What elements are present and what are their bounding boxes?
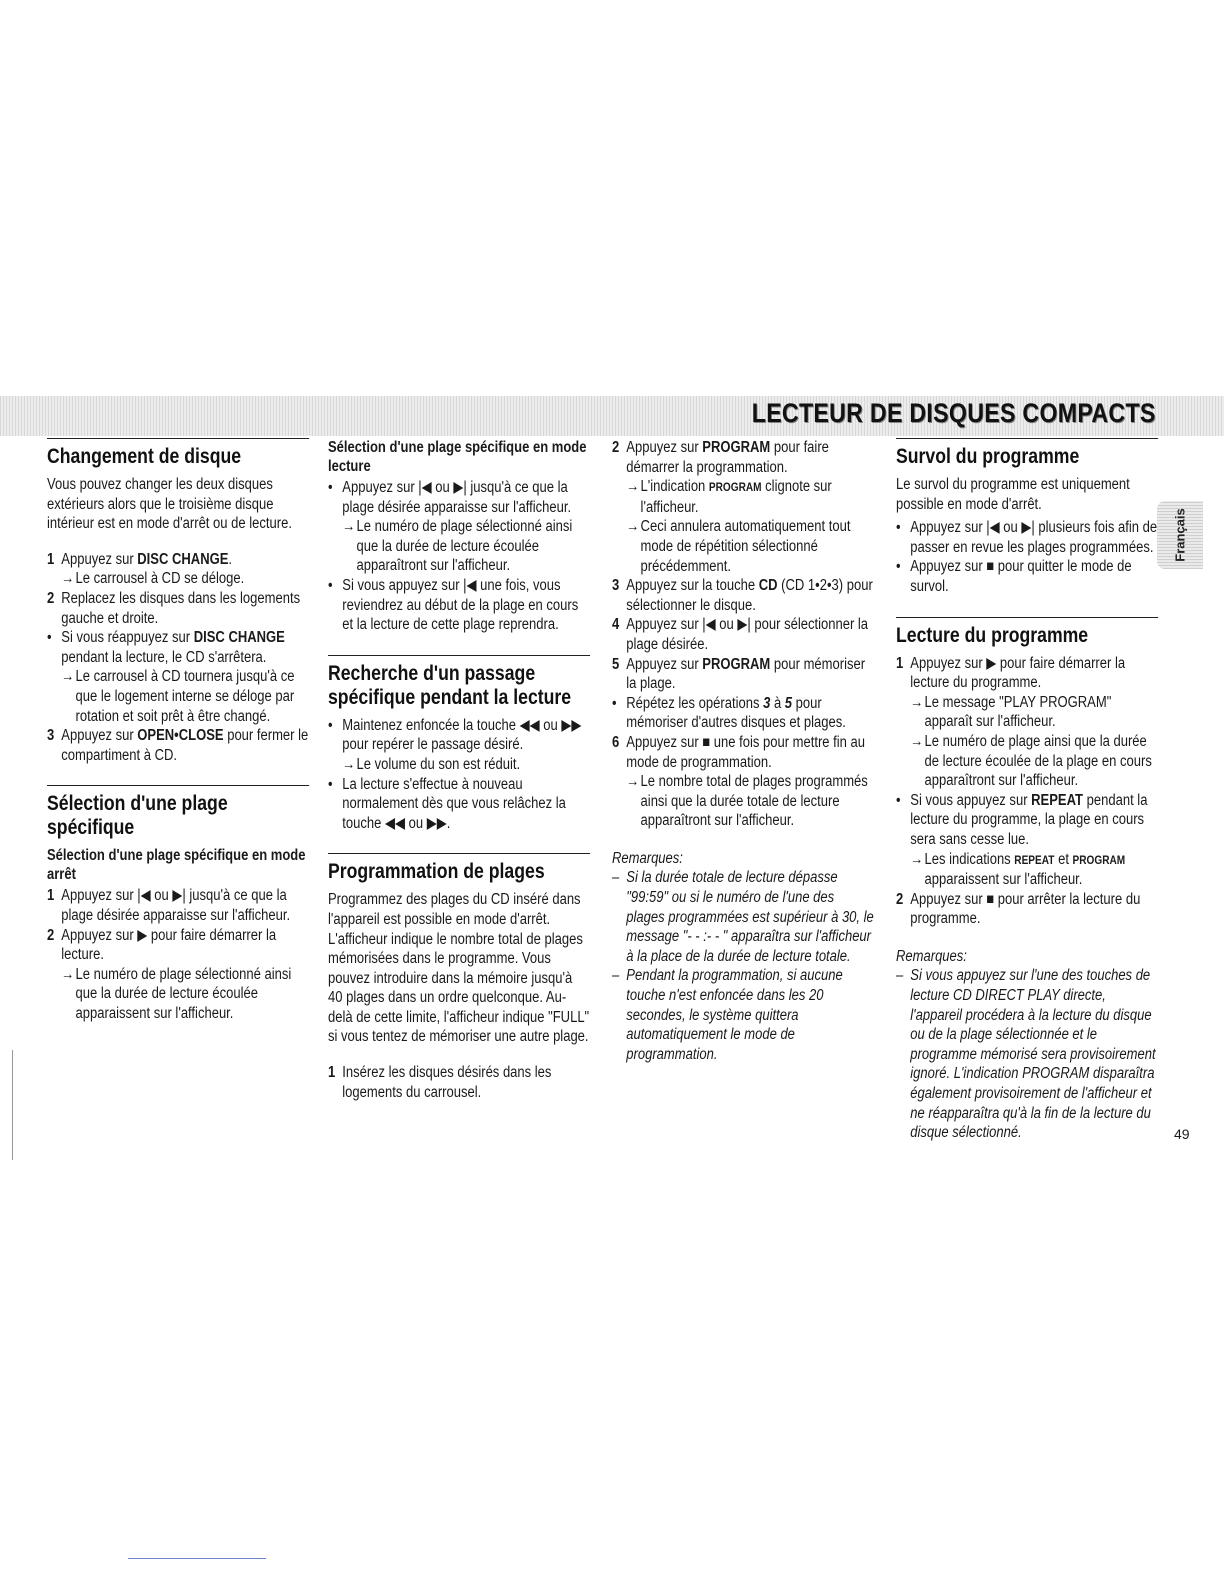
bullet-icon: • [328,716,333,734]
page-number: 49 [1174,1126,1190,1142]
column-1 [47,438,309,1023]
arrow-right-icon: → [910,732,924,750]
subheading: Sélection d'une plage spécifique en mode arrêt [47,847,306,884]
column-3 [612,438,874,1064]
paragraph: Le survol du programme est uniquement possible en mode d'arrêt. [896,476,1130,513]
bullet-icon: • [896,791,901,809]
key-label: PROGRAM [702,439,771,456]
arrow-right-icon: → [626,773,640,791]
section-rule [328,655,590,656]
bullet-item: • Appuyez sur |◀ ou ▶| jusqu'à ce que la plage désirée apparaisse sur l'afficheur. [328,479,572,516]
arrow-right-icon: → [61,570,75,588]
subheading: Sélection d'une plage spécifique en mode lecture [328,439,587,475]
remark-item: – Si vous appuyez sur l'une des touches de lecture CD DIRECT PLAY directe, l'appareil procédera à la lecture du disque ou de la plage sélectionnée et le programme mémorisé sera provisoirement ignoré. L'indication PROGRAM disparaîtra également provisoirement de l'afficheur et ne réapparaîtra qu'à la fin de la lecture du disque sélectionné. [896,967,1156,1142]
step-item: 6 Appuyez sur ■ une fois pour mettre fin au mode de programmation. [612,733,866,771]
bullet-icon: • [896,519,901,537]
result-item: → Le numéro de plage sélectionné ainsi que la durée de lecture écoulée apparaissent sur l'afficheur. [61,965,292,1022]
arrow-right-icon: → [910,693,924,711]
paragraph: Vous pouvez changer les deux disques extérieurs alors que le troisième disque intérieur est en mode d'arrêt ou de lecture. [47,476,292,533]
result-item: → Le carrousel à CD se déloge. [61,570,245,588]
step-item: 2 Appuyez sur ▶ pour faire démarrer la lecture. [47,926,277,964]
result-item: → Le numéro de plage ainsi que la durée de lecture écoulée de la plage en cours apparaîtront sur l'afficheur. [910,732,1152,790]
language-tab [1157,501,1203,569]
arrow-right-icon: → [626,478,640,496]
bullet-item: • Appuyez sur |◀ ou ▶| plusieurs fois afin de passer en revue les plages programmées. [896,519,1158,556]
step-item: 3 Appuyez sur OPEN•CLOSE pour fermer le compartiment à CD. [47,727,309,764]
column-2 [328,438,590,1102]
result-item: → Le volume du son est réduit. [342,755,521,773]
banner-title: LECTEUR DE DISQUES COMPACTS [752,398,1156,428]
heading-selection-plage: Sélection d'une plage spécifique [47,792,228,840]
heading-programmation: Programmation de plages [328,860,545,884]
bullet-item: • Répétez les opérations 3 à 5 pour mémoriser d'autres disques et plages. [612,694,846,732]
bullet-item: • La lecture s'effectue à nouveau normalement dès que vous relâchez la touche ◀◀ ou ▶▶. [328,775,566,832]
heading-survol: Survol du programme [896,445,1080,468]
key-label: DISC CHANGE [193,629,285,647]
remarks-title: Remarques: [612,849,683,867]
bullet-icon: • [47,629,52,647]
result-item: → L'indication PROGRAM clignote sur l'afficheur. [626,478,832,516]
key-label: CD [758,577,778,595]
section-rule [896,438,1158,439]
step-item: 1 Appuyez sur |◀ ou ▶| jusqu'à ce que la plage désirée apparaisse sur l'afficheur. [47,887,291,924]
arrow-right-icon: → [910,850,924,868]
bullet-item: • Si vous réappuyez sur DISC CHANGE pendant la lecture, le CD s'arrêtera. [47,629,285,666]
section-rule [47,438,309,439]
step-item: 1 Appuyez sur DISC CHANGE. [47,550,233,568]
step-item: 3 Appuyez sur la touche CD (CD 1•2•3) pour sélectionner le disque. [612,577,873,614]
step-item: 1 Appuyez sur ▶ pour faire démarrer la lecture du programme. [896,654,1126,692]
result-item: → Le carrousel à CD tournera jusqu'à ce que le logement interne se déloge par rotation et soit prêt à être changé. [61,668,295,725]
margin-mark [12,1050,13,1160]
arrow-right-icon: → [342,518,356,536]
step-item: 1 Insérez les disques désirés dans les logements du carrousel. [328,1064,552,1101]
key-label: PROGRAM [702,655,771,673]
result-item: → Le numéro de plage sélectionné ainsi que la durée de lecture écoulée apparaîtront sur l'afficheur. [342,518,573,575]
step-item: 5 Appuyez sur PROGRAM pour mémoriser la plage. [612,655,866,693]
arrow-right-icon: → [342,755,356,773]
arrow-right-icon: → [61,668,75,686]
key-label: REPEAT [1031,791,1084,809]
bullet-item: • Maintenez enfoncée la touche ◀◀ ou ▶▶ pour repérer le passage désiré. [328,716,582,754]
key-label: PROGRAM [708,480,762,495]
step-item: 2 Replacez les disques dans les logements gauche et droite. [47,589,301,627]
result-item: → Le message "PLAY PROGRAM" apparaît sur l'afficheur. [910,693,1112,731]
paragraph: Programmez des plages du CD inséré dans l'appareil est possible en mode d'arrêt. L'afficheur indique le nombre total de plages mémorisées dans le programme. Vous pouvez introduire dans la mémoire jusqu'à 40 plages dans un ordre quelconque. Au-delà de cette limite, l'afficheur indique "FULL" si vous tentez de mémoriser une autre plage. [328,891,590,1046]
section-rule [896,617,1158,618]
bullet-item: • Si vous appuyez sur |◀ une fois, vous reviendrez au début de la plage en cours et la lecture de cette plage reprendra. [328,576,579,634]
bullet-item: • Si vous appuyez sur REPEAT pendant la lecture du programme, la plage en cours sera sans cesse lue. [896,791,1148,848]
section-banner [0,396,1224,436]
step-item: 2 Appuyez sur PROGRAM pour faire démarrer la programmation. [612,439,829,476]
section-rule [328,853,590,854]
footnote-line [128,1558,266,1559]
arrow-right-icon: → [626,518,640,536]
heading-recherche-passage: Recherche d'un passage spécifique pendant la lecture [328,661,572,709]
bullet-icon: • [328,576,333,594]
step-item: 4 Appuyez sur |◀ ou ▶| pour sélectionner la plage désirée. [612,616,869,653]
arrow-right-icon: → [61,965,75,983]
section-rule [47,785,309,786]
bullet-icon: • [612,694,617,712]
result-item: → Le nombre total de plages programmés ainsi que la durée totale de lecture apparaîtront sur l'afficheur. [626,773,868,830]
bullet-icon: • [896,558,901,576]
bullet-icon: • [328,479,333,496]
key-label: OPEN•CLOSE [137,727,224,745]
heading-lecture-programme: Lecture du programme [896,623,1089,647]
result-item: → Les indications REPEAT et PROGRAM apparaissent sur l'afficheur. [910,850,1126,889]
column-4 [896,438,1158,1143]
step-item: 2 Appuyez sur ■ pour arrêter la lecture du programme. [896,890,1141,928]
language-tab-label: Français [1172,508,1188,562]
bullet-icon: • [328,775,333,793]
remark-item: – Pendant la programmation, si aucune touche n'est enfoncée dans les 20 secondes, le système quittera automatiquement le mode de programmation. [612,967,843,1063]
remark-item: – Si la durée totale de lecture dépasse "99:59" ou si le numéro de l'une des plages programmées est supérieur à 30, le message "- - :- - " apparaîtra sur l'afficheur à la place de la durée de lecture totale. [612,869,874,965]
heading-changement-de-disque: Changement de disque [47,445,242,468]
remarks-title: Remarques: [896,947,967,965]
result-item: → Ceci annulera automatiquement tout mode de répétition sélectionné précédemment. [626,518,851,575]
bullet-item: • Appuyez sur ■ pour quitter le mode de survol. [896,558,1132,595]
key-label: DISC CHANGE [137,550,229,568]
